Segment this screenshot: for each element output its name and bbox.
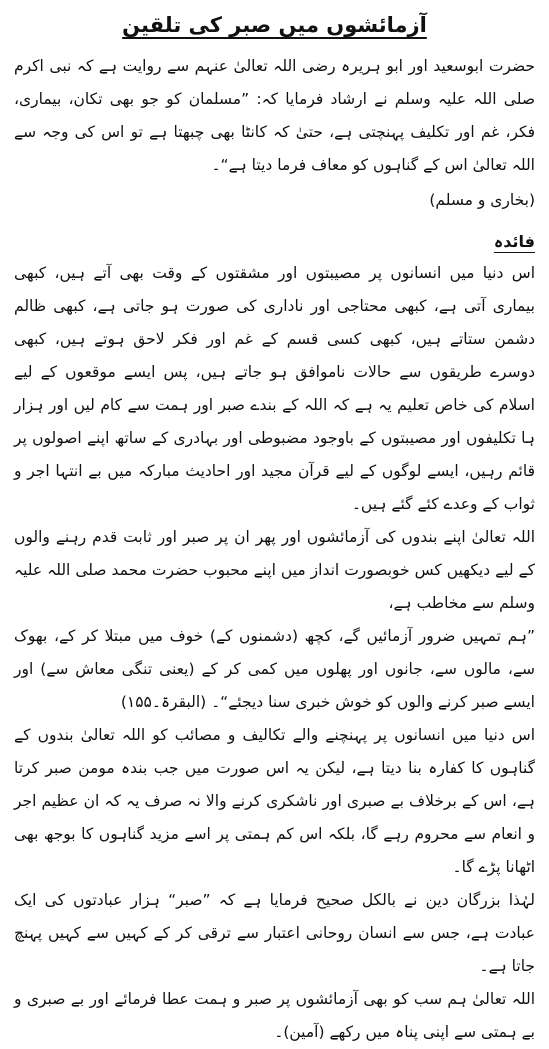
paragraph-2: اللہ تعالیٰ اپنے بندوں کی آزمائشوں اور پھر ان پر صبر اور ثابت قدم رہنے والوں کے لیے دیکھیں کس خوبصورت انداز میں اپنے محبوب حضرت محمد صلی اللہ علیہ وسلم سے مخاطب ہے،	[14, 528, 535, 612]
quran-quote: ”ہم تمہیں ضرور آزمائیں گے، کچھ (دشمنوں کے) خوف میں مبتلا کر کے، بھوک سے، مالوں سے، جانوں اور پھلوں میں کمی کر کے (یعنی تنگی معاش سے) اور ایسے صبر کرنے والوں کو خوش خبری سنا دیجئے“۔ (البقرۃ۔۱۵۵)	[14, 627, 535, 711]
closing-prayer: اللہ تعالیٰ ہم سب کو بھی آزمائشوں پر صبر و ہمت عطا فرمائے اور بے صبری و بے ہمتی سے اپنی پناہ میں رکھے (آمین)۔	[14, 990, 535, 1041]
hadith-reference: (بخاری و مسلم)	[429, 191, 535, 209]
hadith-text: حضرت ابوسعید اور ابو ہریرہ رضی اللہ تعالیٰ عنہم سے روایت ہے کہ نبی اکرم صلی اللہ علیہ وسلم نے ارشاد فرمایا کہ: ”مسلمان کو جو بھی تکان، بیماری، فکر، غم اور تکلیف پہنچتی ہے، حتیٰ کہ کانٹا بھی چبھتا ہے تو اس کی وجہ سے اللہ تعالیٰ اس کے گناہوں کو معاف فرما دیتا ہے“۔	[14, 57, 535, 174]
paragraph-1: اس دنیا میں انسانوں پر مصیبتوں اور مشقتوں کے وقت بھی آتے ہیں، کبھی بیماری آتی ہے، کبھی محتاجی اور ناداری کی صورت ہو جاتی ہے، کبھی ظالم دشمن ستاتے ہیں، کبھی کسی قسم کے غم اور فکر لاحق ہوتے ہیں، کبھی دوسرے طریقوں سے حالات ناموافق ہو جاتے ہیں، پس ایسے موقعوں کے لیے اسلام کی خاص تعلیم یہ ہے کہ اللہ کے بندے صبر اور ہمت سے کام لیں اور ہزار ہا تکلیفوں اور مصیبتوں کے باوجود مضبوطی اور بہادری کے ساتھ اپنے اصولوں پر قائم رہیں، ایسے لوگوں کے لیے قرآن مجید اور احادیث مبارکہ میں بے انتہا اجر و ثواب کے وعدے کئے گئے ہیں۔	[14, 264, 535, 513]
paragraph-4: اس دنیا میں انسانوں پر پہنچنے والے تکالیف و مصائب کو اللہ تعالیٰ بندوں کے گناہوں کا کفارہ بنا دیتا ہے، لیکن یہ اس صورت میں جب بندہ مومن صبر کرتا ہے، اس کے برخلاف بے صبری اور ناشکری کرنے والا نہ صرف یہ کہ ان عظیم اجر و انعام سے محروم رہے گا، بلکہ اس کم ہمتی پر اسے مزید گناہوں کا بوجھ بھی اٹھانا پڑے گا۔	[14, 726, 535, 876]
benefit-heading: فائدہ	[493, 232, 535, 251]
paragraph-5: لہٰذا بزرگان دین نے بالکل صحیح فرمایا ہے کہ ”صبر“ ہزار عبادتوں کی ایک عبادت ہے، جس سے انسان روحانی اعتبار سے ترقی کر کے کہیں سے کہیں پہنچ جاتا ہے۔	[14, 891, 535, 975]
page-title: آزمائشوں میں صبر کی تلقین	[122, 13, 427, 37]
